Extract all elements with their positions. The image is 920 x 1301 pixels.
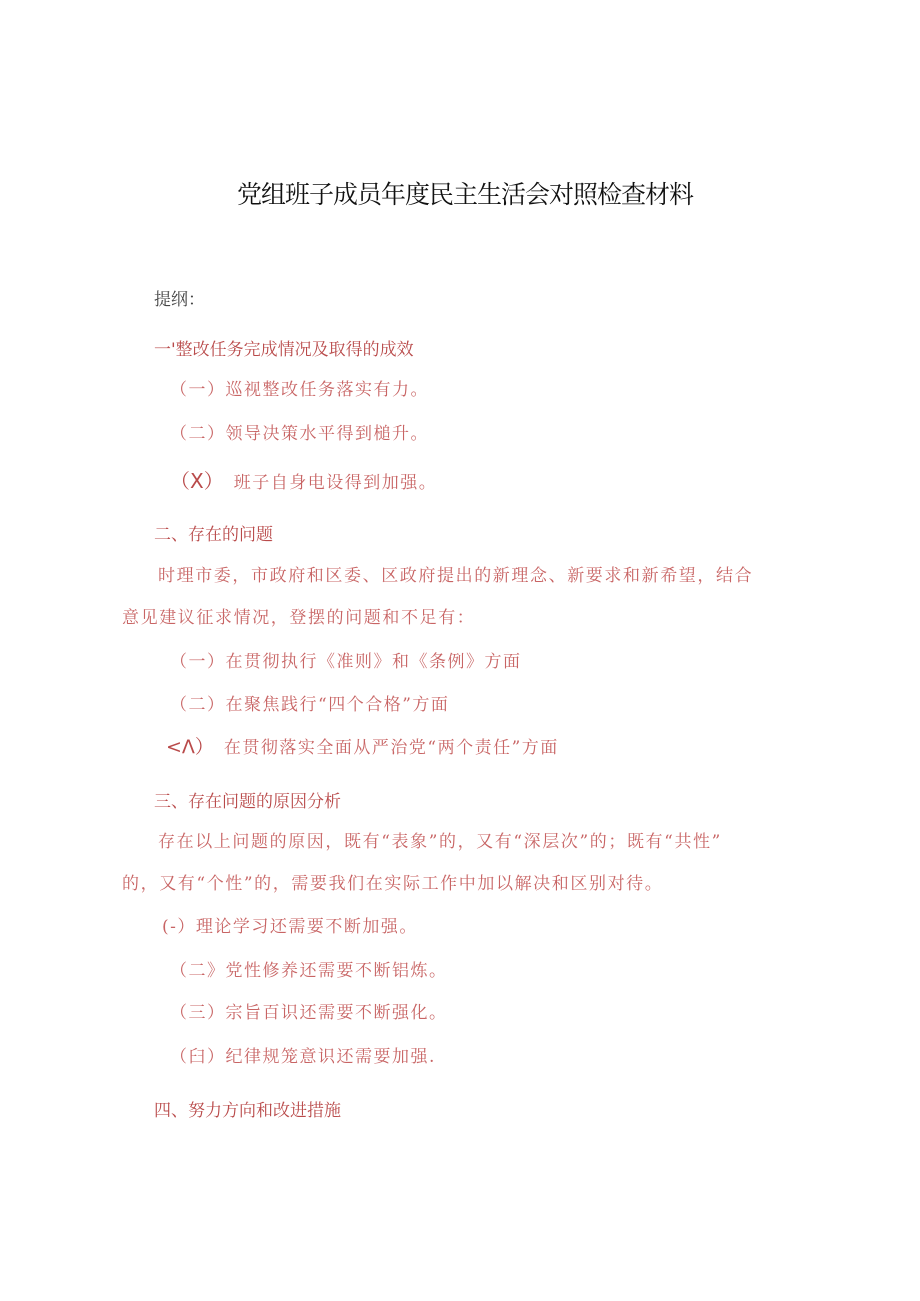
section-2-paragraph-line-1: 时理市委，市政府和区委、区政府提出的新理念、新要求和新希望，结合 [158, 566, 754, 586]
section-2-heading: 二、存在的问题 [154, 525, 273, 545]
section-1-heading: 一'整改任务完成情况及取得的成效 [154, 340, 414, 360]
section-2-item-3-text: 在贯彻落实全面从严治党“两个责任”方面 [223, 738, 559, 758]
document-title: 党组班子成员年度民主生活会对照检查材料 [236, 180, 693, 209]
section-3-item-2: （二》党性修养还需要不断铝炼。 [170, 961, 448, 981]
section-1-item-3-mark: （X） [170, 469, 224, 493]
section-1-item-1: （一）巡视整改任务落实有力。 [170, 380, 429, 400]
section-2-paragraph-line-2: 意见建议征求情况，登摆的问题和不足有： [122, 608, 476, 628]
outline-label: 提纲： [154, 290, 205, 310]
section-3-item-4: （臼）纪律规笼意识还需要加强. [170, 1047, 436, 1067]
section-3-paragraph-line-1: 存在以上问题的原因，既有“表象”的，又有“深层次”的；既有“共性” [158, 832, 722, 852]
section-2-item-3-mark: <Λ） [166, 736, 214, 758]
section-2-item-2: （二）在聚焦践行“四个合格”方面 [170, 695, 450, 715]
section-1-item-3 [170, 465, 437, 494]
section-4-heading: 四、努力方向和改进措施 [154, 1101, 341, 1121]
section-3-paragraph-line-2: 的，又有“个性”的，需要我们在实际工作中加以解决和区别对待。 [122, 874, 664, 894]
section-3-item-3: （三）宗旨百识还需要不断强化。 [170, 1003, 448, 1023]
section-2-item-3 [166, 732, 559, 759]
section-1-item-3-text: 班子自身电设得到加强。 [233, 473, 438, 493]
section-3-item-1: (-）理论学习还需要不断加强。 [162, 917, 418, 937]
section-3-heading: 三、存在问题的原因分析 [154, 792, 341, 812]
section-2-item-1: （一）在贯彻执行《准则》和《条例》方面 [170, 652, 522, 672]
section-1-item-2: （二）领导决策水平得到槌升。 [170, 424, 429, 444]
